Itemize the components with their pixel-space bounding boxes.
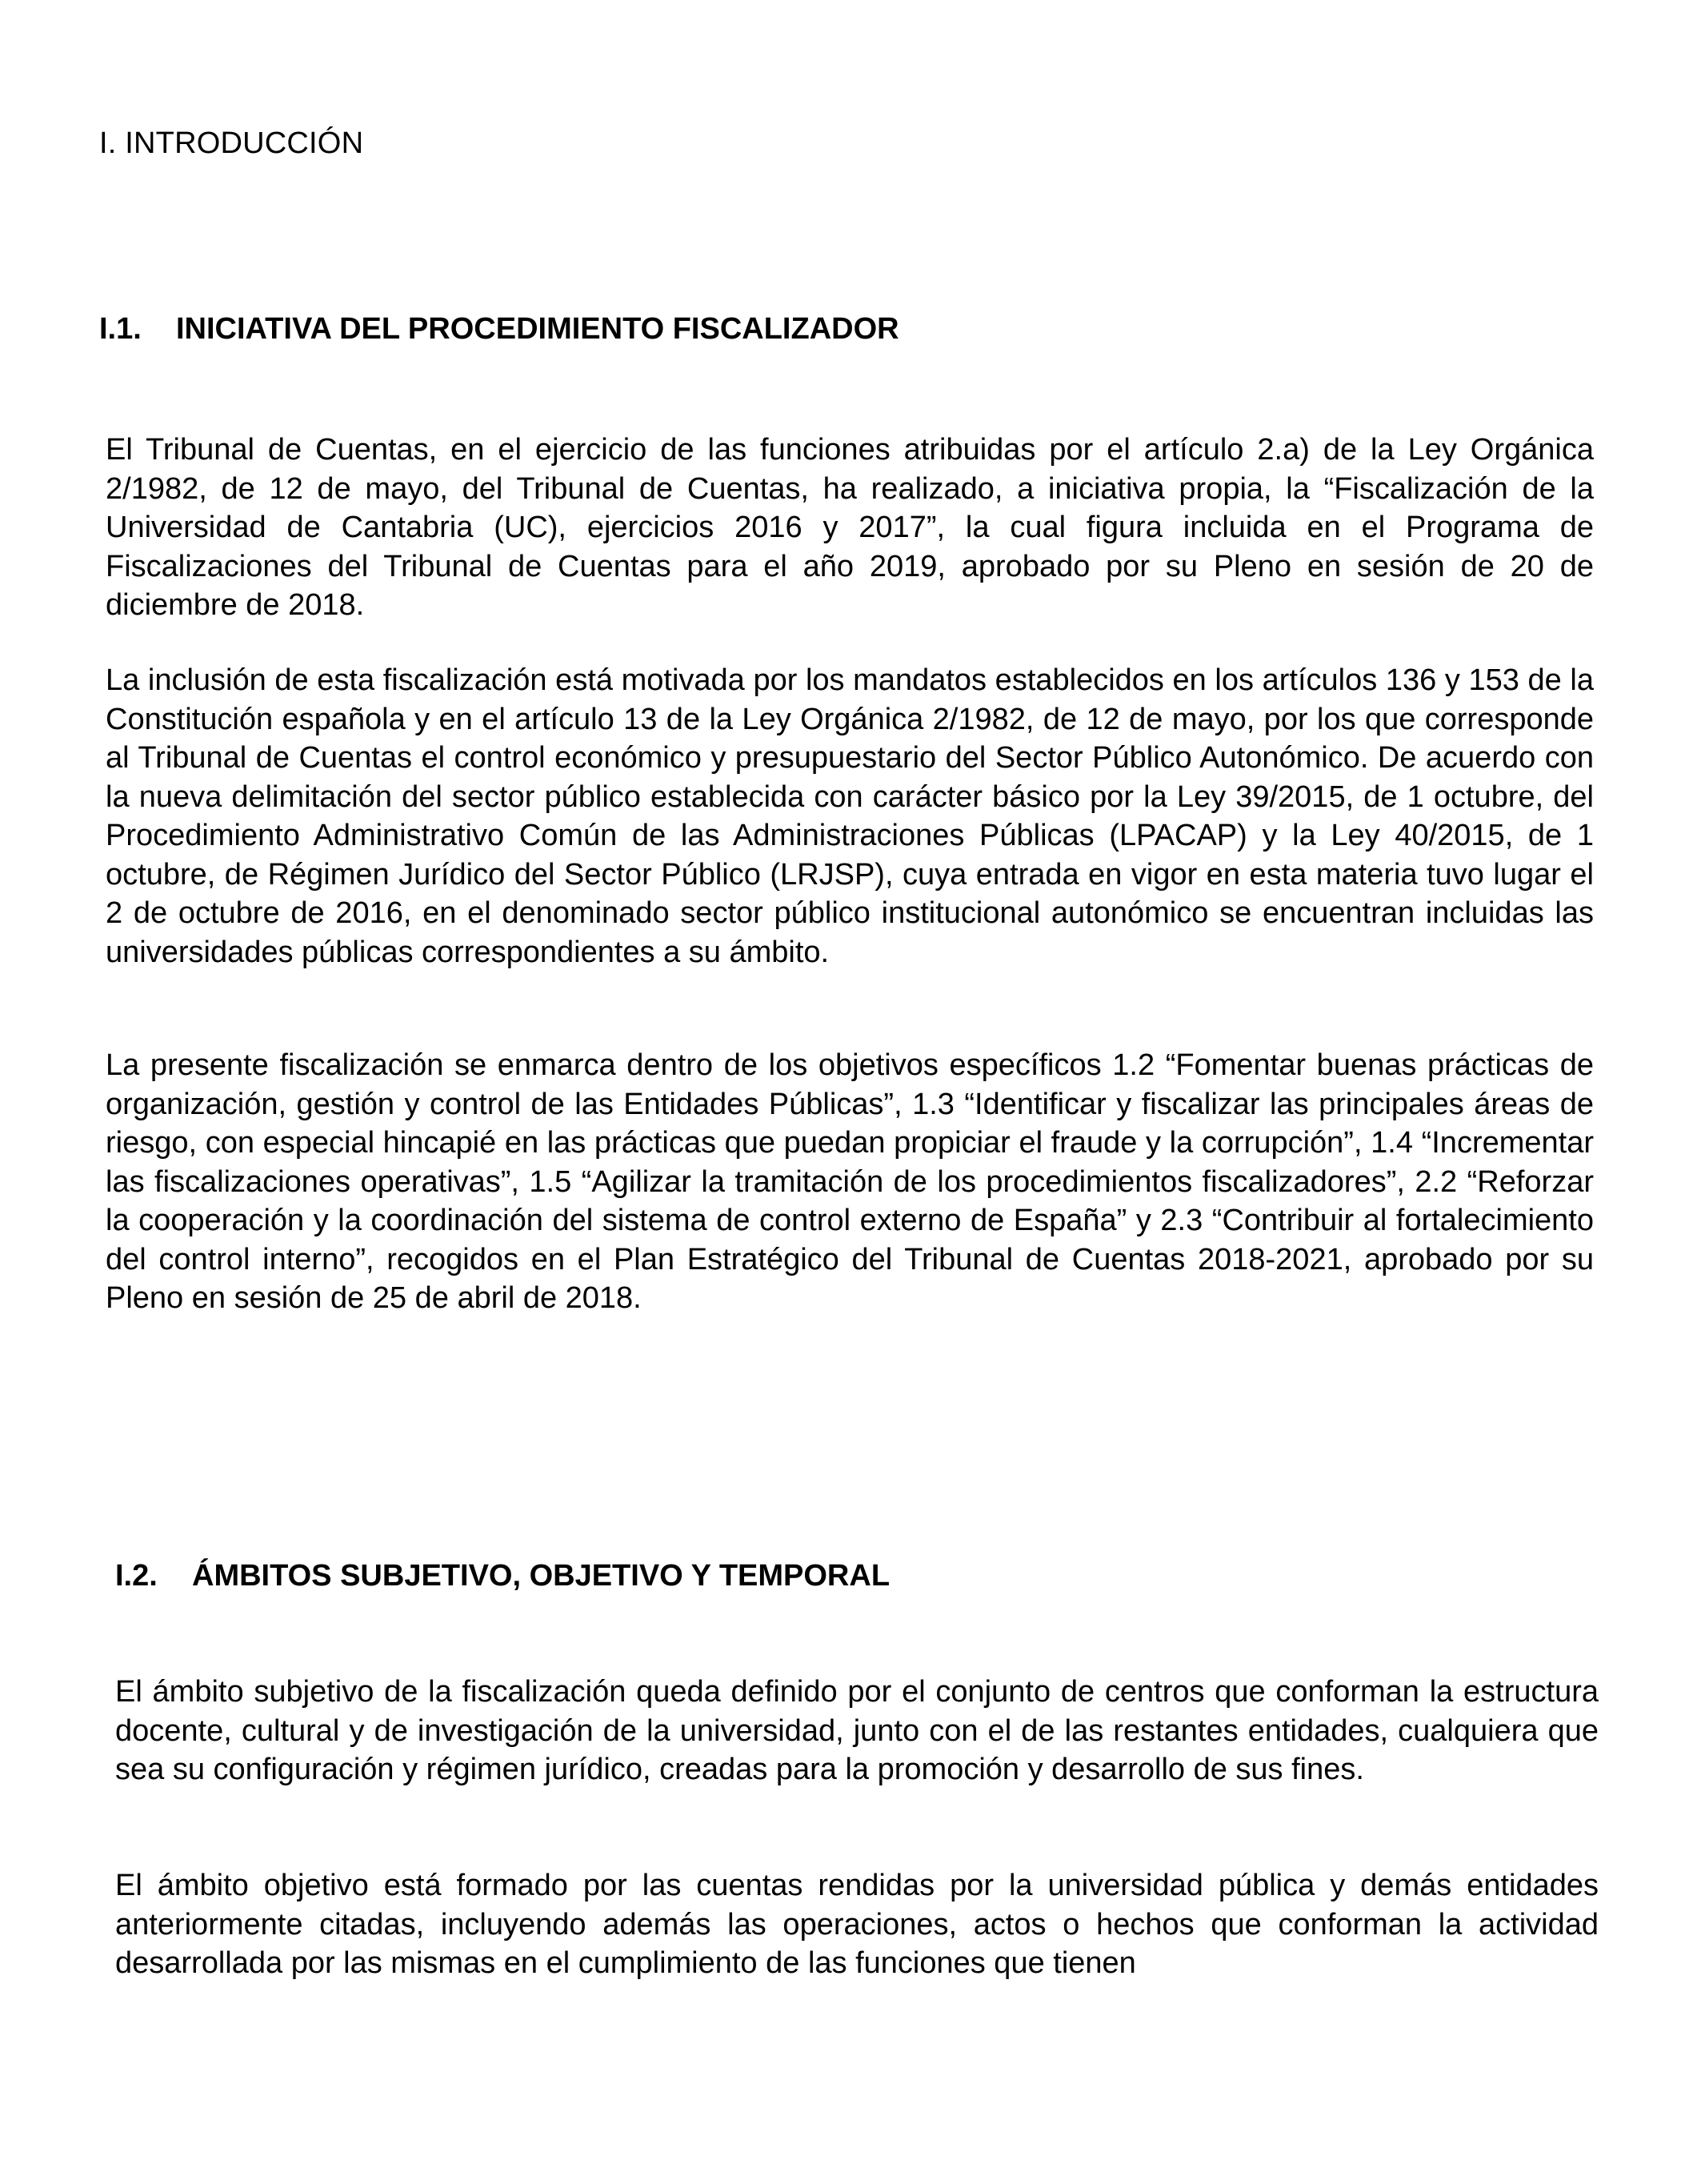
section-1-paragraph-3: La presente fiscalización se enmarca dentro de los objetivos específicos 1.2 “Fomentar buenas prácticas de organización, gestión y control de las Entidades Públicas”, 1.3 “Identificar y fiscalizar las principales áreas de riesgo, con especial hincapié en las prácticas que puedan propiciar el fraude y la corrupción”, 1.4 “Incrementar las fiscalizaciones operativas”, 1.5 “Agilizar la tramitación de los procedimientos fiscalizadores”, 2.2 “Reforzar la cooperación y la coordinación del sistema de control externo de España” y 2.3 “Contribuir al fortalecimiento del control interno”, recogidos en el Plan Estratégico del Tribunal de Cuentas 2018-2021, aprobado por su Pleno en sesión de 25 de abril de 2018. — [106, 1048, 1594, 1315]
section-2-number: I.2. — [115, 1559, 158, 1593]
main-heading: I. INTRODUCCIÓN — [99, 126, 364, 160]
section-1-number: I.1. — [99, 312, 142, 346]
section-1-paragraph-3-block — [106, 1046, 1594, 1318]
section-1-paragraph-2-block — [106, 661, 1594, 972]
section-2-paragraph-2-block — [115, 1866, 1599, 1983]
section-1-heading — [99, 312, 899, 347]
section-2-paragraph-2: El ámbito objetivo está formado por las cuentas rendidas por la universidad pública y demás entidades anteriormente citadas, incluyendo además las operaciones, actos o hechos que conforman la actividad desarrollada por las mismas en el cumplimiento de las funciones que tienen — [115, 1869, 1599, 1980]
section-1-paragraph-1: El Tribunal de Cuentas, en el ejercicio de las funciones atribuidas por el artículo 2.a) de la Ley Orgánica 2/1982, de 12 de mayo, del Tribunal de Cuentas, ha realizado, a iniciativa propia, la “Fiscalización de la Universidad de Cantabria (UC), ejercicios 2016 y 2017”, la cual figura incluida en el Programa de Fiscalizaciones del Tribunal de Cuentas para el año 2019, aprobado por su Pleno en sesión de 20 de diciembre de 2018. — [106, 433, 1594, 622]
section-1-paragraph-2: La inclusión de esta fiscalización está motivada por los mandatos establecidos en los artículos 136 y 153 de la Constitución española y en el artículo 13 de la Ley Orgánica 2/1982, de 12 de mayo, por los que corresponde al Tribunal de Cuentas el control económico y presupuestario del Sector Público Autonómico. De acuerdo con la nueva delimitación del sector público establecida con carácter básico por la Ley 39/2015, de 1 octubre, del Procedimiento Administrativo Común de las Administraciones Públicas (LPACAP) y la Ley 40/2015, de 1 octubre, de Régimen Jurídico del Sector Público (LRJSP), cuya entrada en vigor en esta materia tuvo lugar el 2 de octubre de 2016, en el denominado sector público institucional autonómico se encuentran incluidas las universidades públicas correspondientes a su ámbito. — [106, 663, 1594, 969]
section-1-paragraph-1-block — [106, 431, 1594, 625]
section-2-paragraph-1-block — [115, 1673, 1599, 1789]
section-2-heading — [115, 1559, 890, 1593]
section-1-title: INICIATIVA DEL PROCEDIMIENTO FISCALIZADOR — [176, 312, 899, 346]
section-2-title: ÁMBITOS SUBJETIVO, OBJETIVO Y TEMPORAL — [192, 1559, 891, 1593]
section-2-paragraph-1: El ámbito subjetivo de la fiscalización queda definido por el conjunto de centros que conforman la estructura docente, cultural y de investigación de la universidad, junto con el de las restantes entidades, cualquiera que sea su configuración y régimen jurídico, creadas para la promoción y desarrollo de sus fines. — [115, 1675, 1599, 1786]
